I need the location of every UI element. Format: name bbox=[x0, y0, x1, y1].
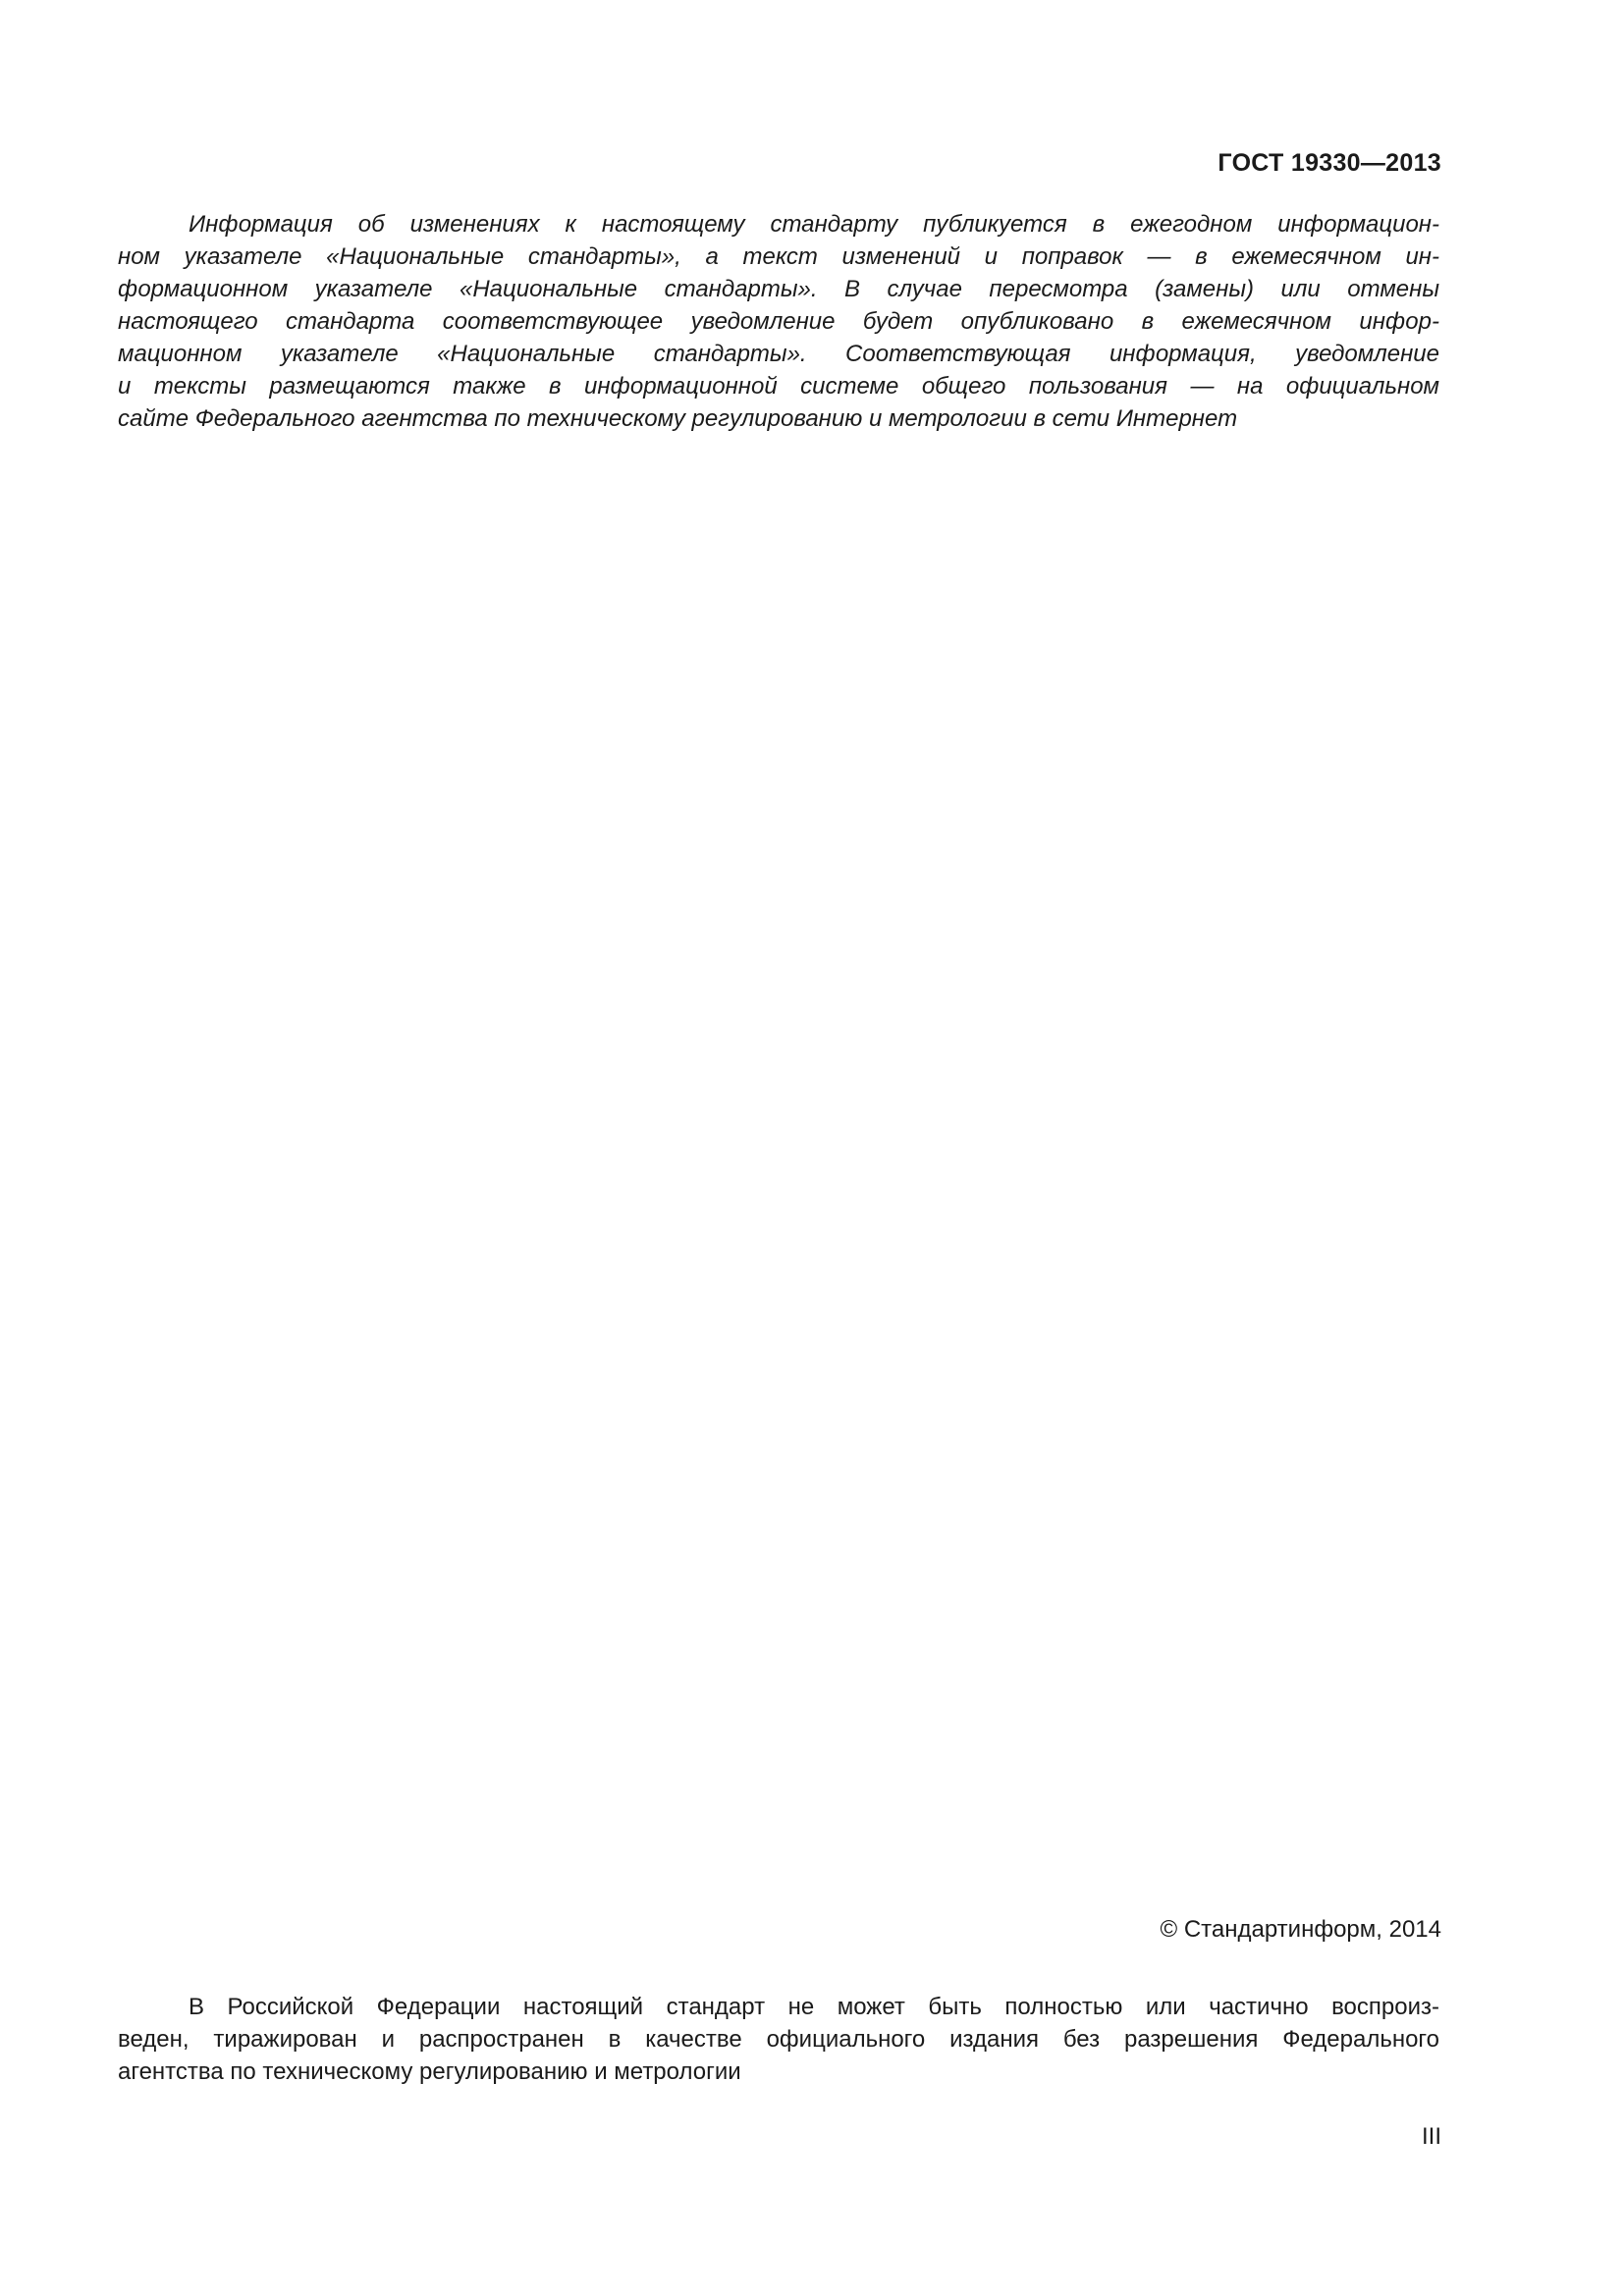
info-line: Информация об изменениях к настоящему стандарту публикуется в ежегодном информацион- bbox=[189, 211, 1439, 238]
info-line: и тексты размещаются также в информационной системе общего пользования — на официальном bbox=[118, 373, 1439, 400]
info-line: формационном указателе «Национальные стандарты». В случае пересмотра (замены) или отмены bbox=[118, 276, 1439, 302]
copyright-notice: © Стандартинформ, 2014 bbox=[1160, 1916, 1441, 1943]
info-line: настоящего стандарта соответствующее уведомление будет опубликовано в ежемесячном инфор- bbox=[118, 308, 1439, 335]
info-paragraph bbox=[118, 208, 1439, 435]
info-line: сайте Федерального агентства по техническому регулированию и метрологии в сети Интернет bbox=[118, 405, 1238, 432]
rights-paragraph bbox=[118, 1991, 1439, 2088]
document-number: ГОСТ 19330—2013 bbox=[1218, 149, 1441, 177]
rights-line: веден, тиражирован и распространен в качестве официального издания без разрешения Федерального bbox=[118, 2026, 1439, 2053]
info-line: ном указателе «Национальные стандарты», а текст изменений и поправок — в ежемесячном ин- bbox=[118, 243, 1439, 270]
rights-line: В Российской Федерации настоящий стандарт не может быть полностью или частично воспроиз- bbox=[189, 1994, 1439, 2020]
info-line: мационном указателе «Национальные стандарты». Соответствующая информация, уведомление bbox=[118, 341, 1439, 367]
rights-line: агентства по техническому регулированию и метрологии bbox=[118, 2058, 741, 2085]
page-number: III bbox=[1421, 2123, 1441, 2150]
